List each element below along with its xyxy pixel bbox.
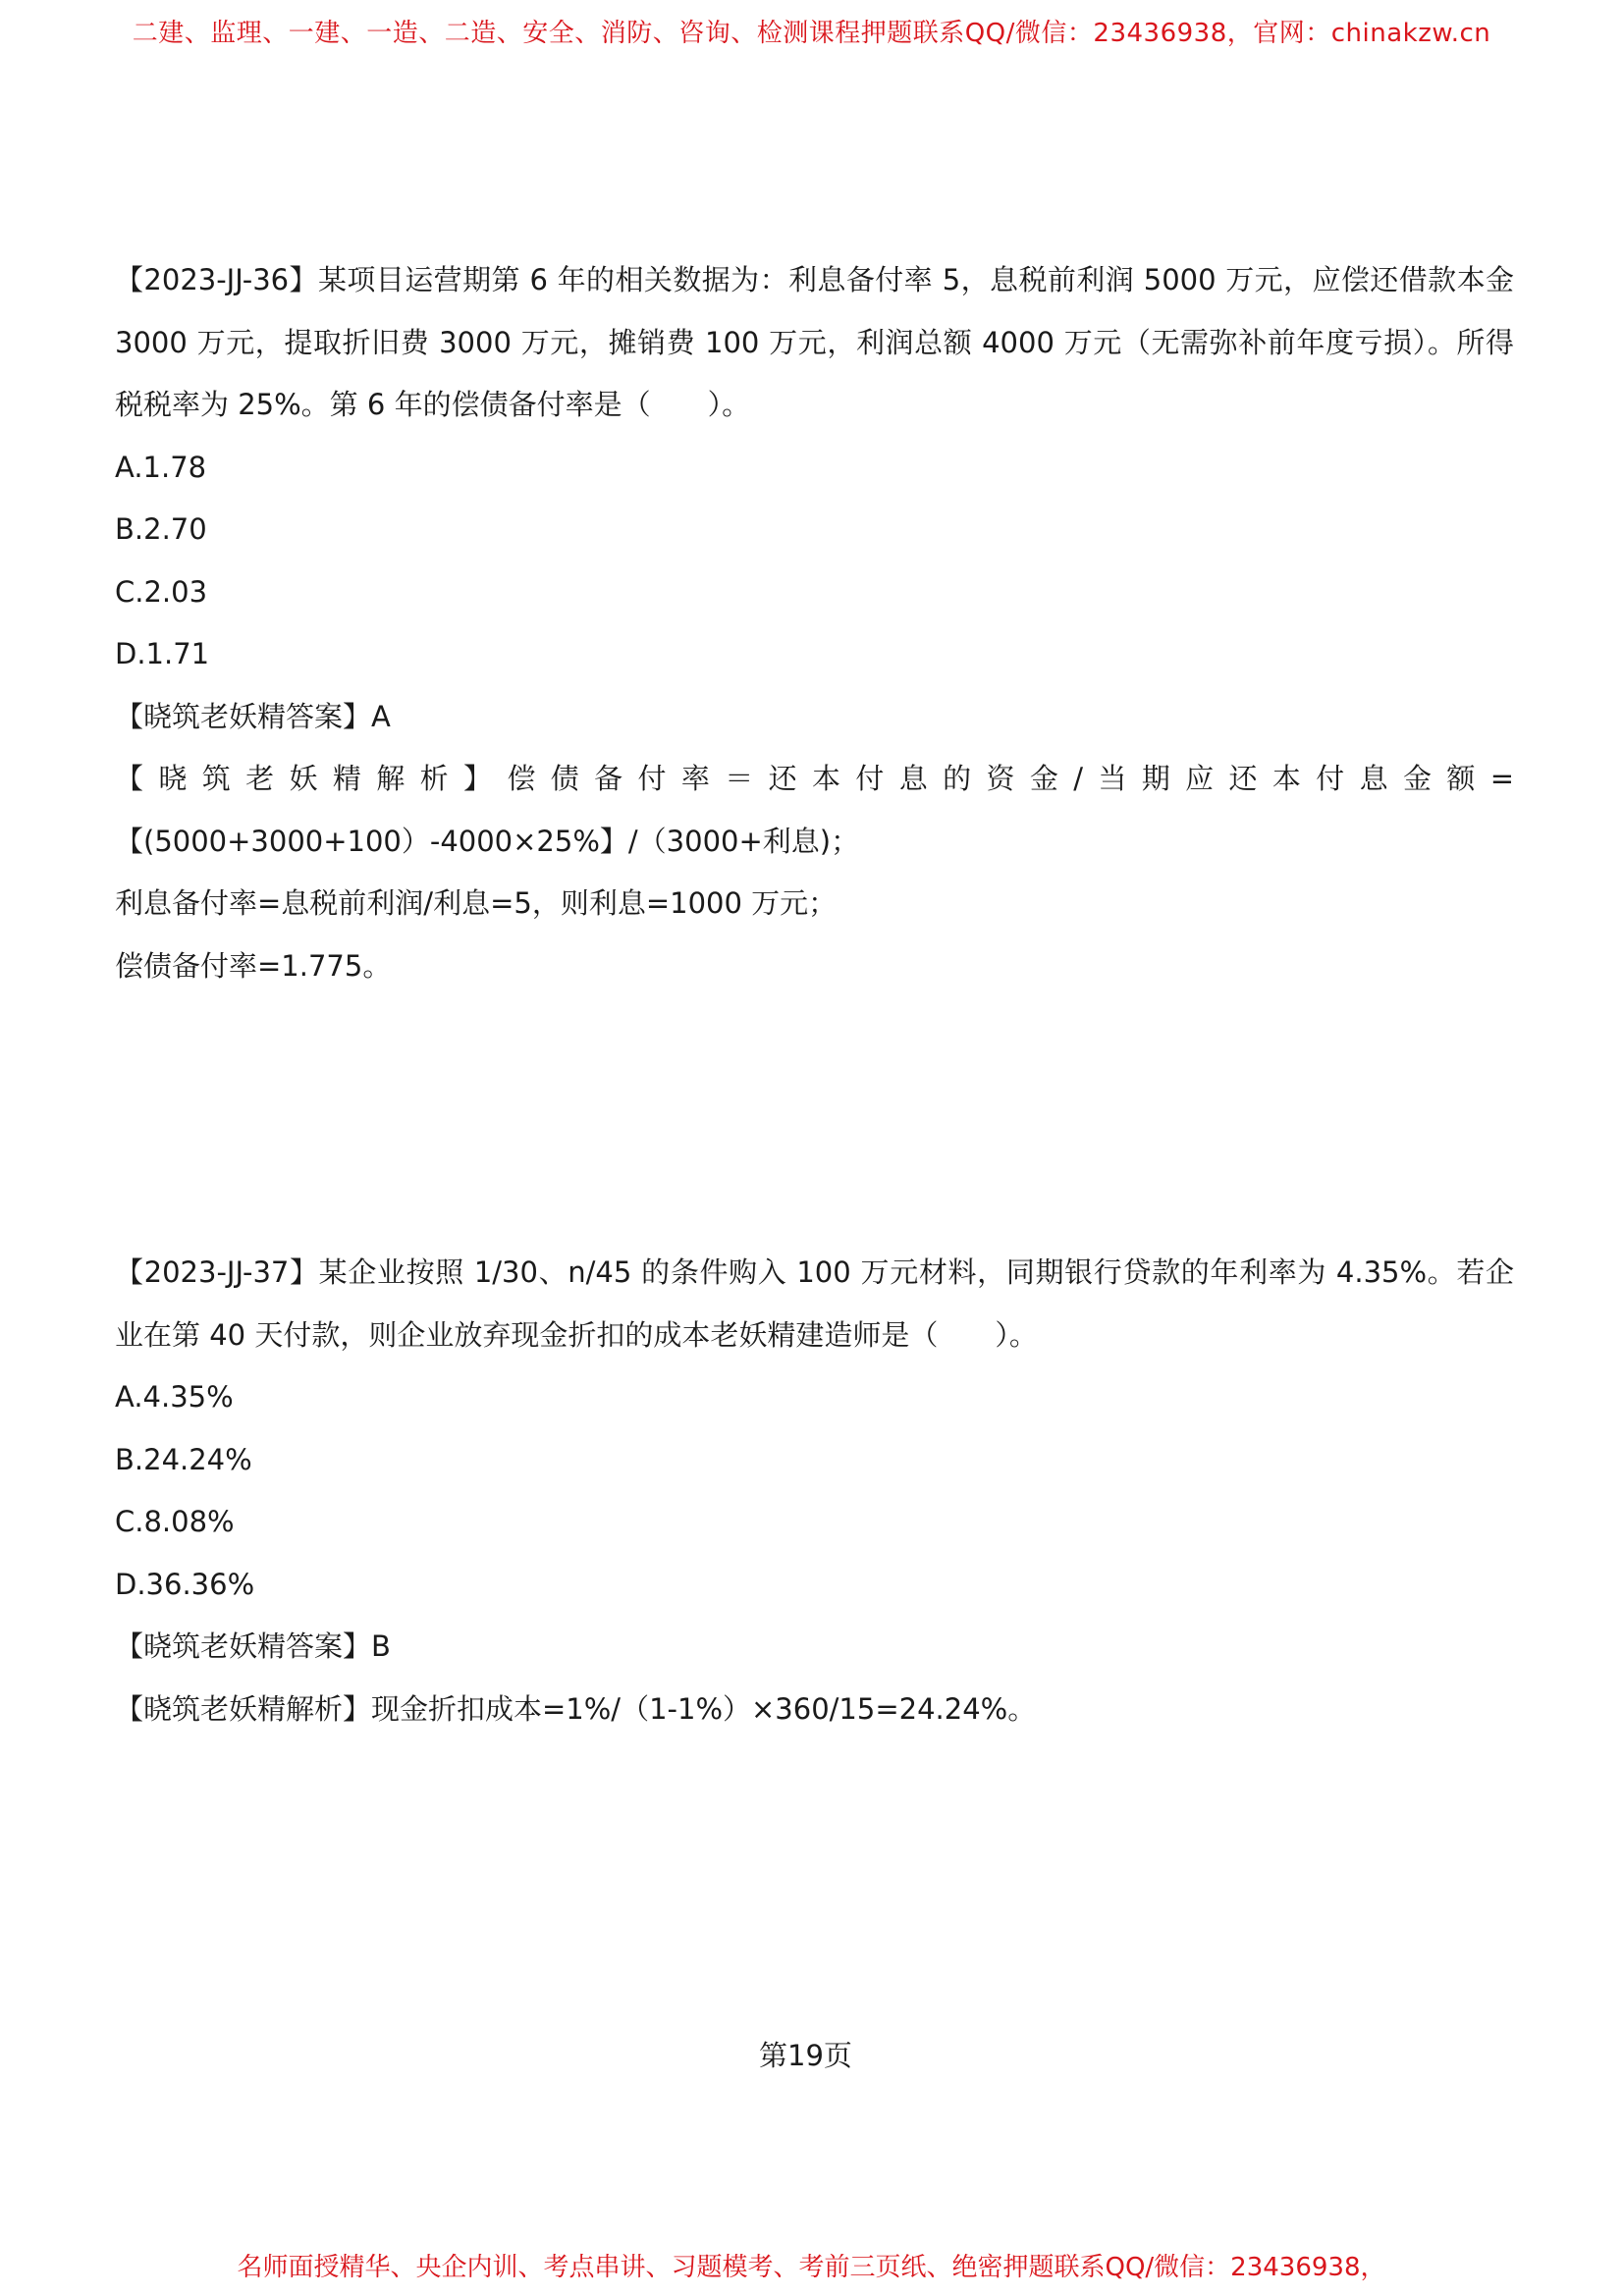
page-number: 第19页 [759,2039,852,2072]
option-b: B.24.24% [115,1442,252,1476]
analysis-line: 【晓筑老妖精解析】偿债备付率＝还本付息的资金/当期应还本付息金额=【(5000+3000+100）-4000×25%】/（3000+利息)； [115,762,1514,858]
footer-banner: 名师面授精华、央企内训、考点串讲、习题模考、考前三页纸、绝密押题联系QQ/微信：23436938， [237,2253,1386,2282]
option-d: D.36.36% [115,1567,255,1601]
option-d: D.1.71 [115,637,210,670]
option-a: A.4.35% [115,1380,234,1414]
analysis-line: 利息备付率=息税前利润/利息=5，则利息=1000 万元； [115,886,838,920]
analysis-line: 偿债备付率=1.775。 [115,948,392,983]
header-banner: 二建、监理、一建、一造、二造、安全、消防、咨询、检测课程押题联系QQ/微信：23436938，官网：chinakzw.cn [132,19,1491,48]
question-stem: 【2023-JJ-36】某项目运营期第 6 年的相关数据为：利息备付率 5，息税前利润 5000 万元，应偿还借款本金 3000 万元，提取折旧费 3000 万元，摊销费 100 万元，利润总额 4000 万元（无需弥补前年度亏损）。所得税税率为 25%。第 6 年的偿债备付率是（ ）。 [115,263,1514,421]
answer-line: 【晓筑老妖精答案】B [115,1629,391,1663]
question-stem: 【2023-JJ-37】某企业按照 1/30、n/45 的条件购入 100 万元材料，同期银行贷款的年利率为 4.35%。若企业在第 40 天付款，则企业放弃现金折扣的成本老妖精建造师是（ ）。 [115,1255,1514,1352]
option-c: C.2.03 [115,574,208,609]
question-block [115,1242,1514,1740]
answer-line: 【晓筑老妖精答案】A [115,699,391,733]
question-block [115,249,1514,997]
analysis-line: 【晓筑老妖精解析】现金折扣成本=1%/（1-1%）×360/15=24.24%。 [115,1691,1037,1726]
option-a: A.1.78 [115,450,207,484]
option-c: C.8.08% [115,1505,235,1538]
option-b: B.2.70 [115,512,207,546]
